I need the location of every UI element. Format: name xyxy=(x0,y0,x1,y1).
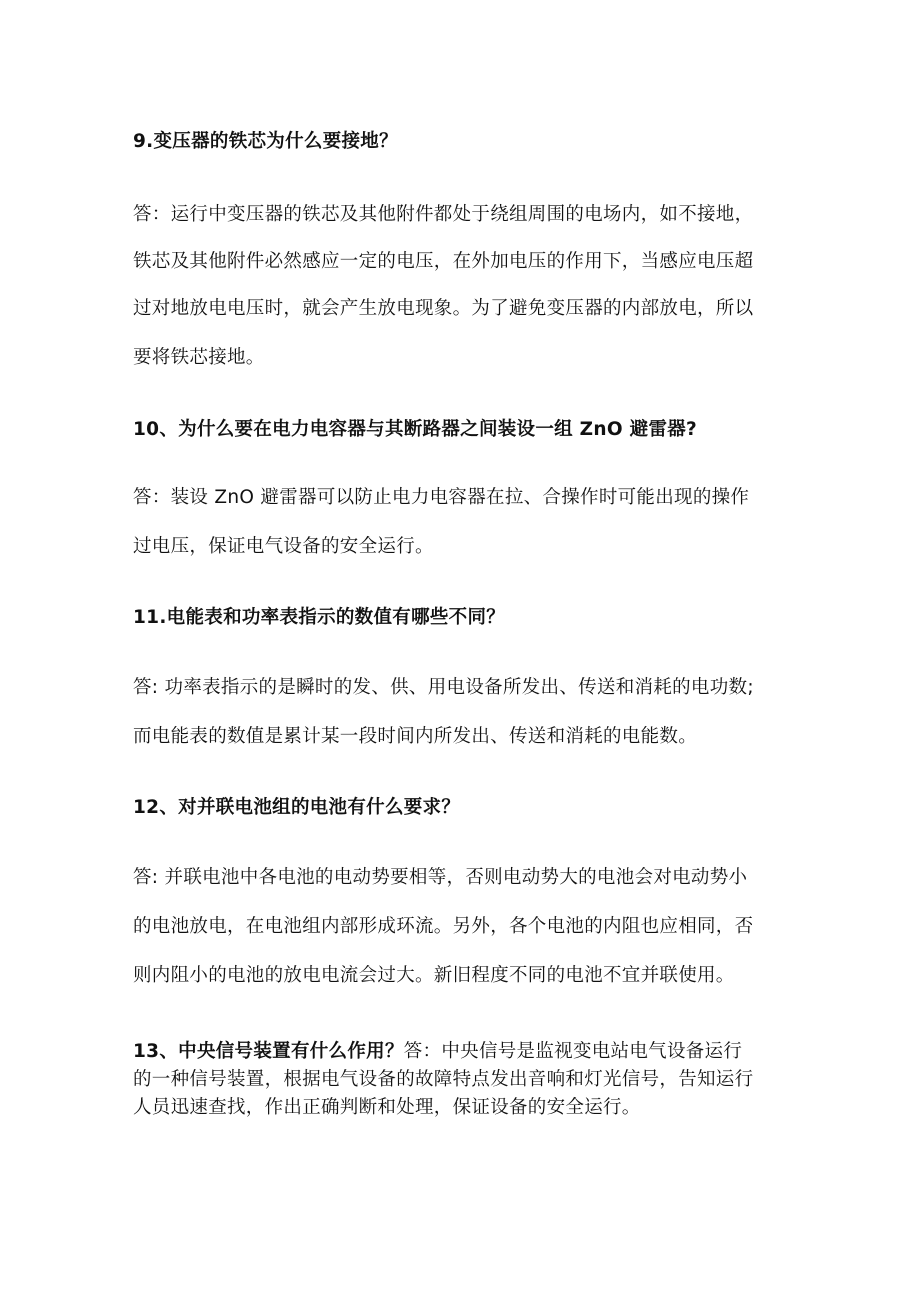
answer-11-line-1: 答: 功率表指示的是瞬时的发、供、用电设备所发出、传送和消耗的电功数; xyxy=(133,677,754,698)
answer-10-line-1: 答：装设 ZnO 避雷器可以防止电力电容器在拉、合操作时可能出现的操作 xyxy=(133,487,750,508)
answer-13-line-1: 的一种信号装置，根据电气设备的故障特点发出音响和灯光信号，告知运行 xyxy=(133,1069,754,1090)
answer-9-line-1: 答：运行中变压器的铁芯及其他附件都处于绕组周围的电场内，如不接地， xyxy=(133,204,754,225)
answer-9-line-3: 过对地放电电压时，就会产生放电现象。为了避免变压器的内部放电，所以 xyxy=(133,298,754,319)
question-11-heading: 11.电能表和功率表指示的数值有哪些不同？ xyxy=(133,607,506,628)
answer-12-line-3: 则内阻小的电池的放电电流会过大。新旧程度不同的电池不宜并联使用。 xyxy=(133,965,735,986)
answer-11-line-2: 而电能表的数值是累计某一段时间内所发出、传送和消耗的电能数。 xyxy=(133,726,698,747)
answer-9-line-2: 铁芯及其他附件必然感应一定的电压，在外加电压的作用下，当感应电压超 xyxy=(133,251,754,272)
question-10-heading: 10、为什么要在电力电容器与其断路器之间装设一组 ZnO 避雷器? xyxy=(133,419,698,440)
question-13-line-1 xyxy=(133,1040,742,1064)
question-13-heading: 13、中央信号装置有什么作用？ xyxy=(133,1041,404,1062)
answer-13-inline: 答：中央信号是监视变电站电气设备运行 xyxy=(403,1041,743,1062)
answer-13-line-2: 人员迅速查找，作出正确判断和处理，保证设备的安全运行。 xyxy=(133,1097,641,1118)
answer-12-line-1: 答: 并联电池中各电池的电动势要相等，否则电动势大的电池会对电动势小 xyxy=(133,867,748,888)
answer-10-line-2: 过电压，保证电气设备的安全运行。 xyxy=(133,536,434,557)
answer-12-line-2: 的电池放电，在电池组内部形成环流。另外，各个电池的内阻也应相同，否 xyxy=(133,916,754,937)
question-9-heading: 9.变压器的铁芯为什么要接地？ xyxy=(133,131,398,152)
answer-9-line-4: 要将铁芯接地。 xyxy=(133,347,265,368)
question-12-heading: 12、对并联电池组的电池有什么要求？ xyxy=(133,797,461,818)
